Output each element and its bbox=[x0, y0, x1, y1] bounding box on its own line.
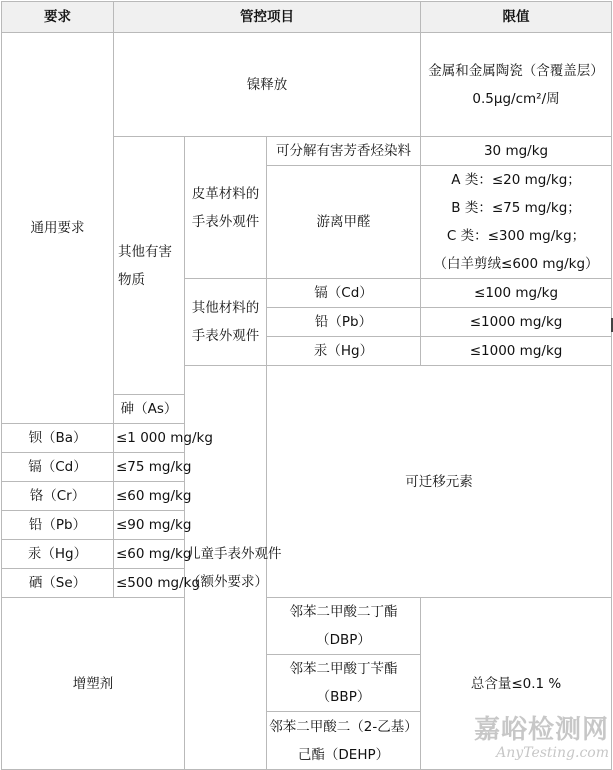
item-line: （BBP） bbox=[316, 689, 371, 705]
item-element: 汞（Hg） bbox=[2, 540, 114, 569]
limit-line: 金属和金属陶瓷（含覆盖层） bbox=[428, 62, 604, 79]
item-line: 己酯（DEHP） bbox=[297, 746, 390, 763]
item-formaldehyde: 游离甲醛 bbox=[267, 166, 421, 279]
watermark-cn: 嘉峪检测网 bbox=[473, 715, 609, 745]
item-azo-dyes: 可分解有害芳香烃染料 bbox=[267, 137, 421, 166]
limit-value: ≤90 mg/kg bbox=[114, 511, 185, 540]
requirement-line: （额外要求） bbox=[187, 573, 268, 590]
limit-line: （白羊剪绒≤600 mg/kg） bbox=[433, 256, 599, 272]
item-line: 邻苯二甲酸二丁酯 bbox=[289, 604, 398, 620]
item-element: 砷（As） bbox=[114, 395, 185, 424]
item-element: 铬（Cr） bbox=[2, 482, 114, 511]
limit-value: ≤60 mg/kg bbox=[114, 482, 185, 511]
header-control-item: 管控项目 bbox=[114, 2, 421, 33]
subgroup-line: 皮革材料的 bbox=[191, 185, 260, 202]
limit-line: 0.5μg/cm²/周 bbox=[472, 90, 560, 107]
group-other-harmful bbox=[114, 137, 185, 395]
item-element: 钡（Ba） bbox=[2, 424, 114, 453]
header-limit: 限值 bbox=[421, 2, 612, 33]
item-element: 镉（Cd） bbox=[2, 453, 114, 482]
limit-line: B 类：≤75 mg/kg； bbox=[451, 200, 581, 216]
item-element: 硒（Se） bbox=[2, 569, 114, 598]
item-plasticizer-bbp bbox=[267, 655, 421, 712]
subgroup-line: 其他材料的 bbox=[191, 300, 260, 316]
limit-value: ≤1000 mg/kg bbox=[421, 308, 612, 337]
requirement-line: 儿童手表外观件 bbox=[187, 545, 282, 562]
subgroup-leather bbox=[185, 137, 267, 279]
table-row bbox=[2, 33, 612, 137]
limit-line: A 类：≤20 mg/kg； bbox=[451, 172, 581, 188]
item-element: 镉（Cd） bbox=[267, 279, 421, 308]
subgroup-line: 手表外观件 bbox=[191, 213, 260, 230]
watermark-en: AnyTesting.com bbox=[496, 745, 609, 761]
item-line: 邻苯二甲酸丁苄酯 bbox=[289, 661, 398, 677]
item-line: 邻苯二甲酸二（2-乙基） bbox=[269, 718, 418, 735]
regulation-table bbox=[1, 1, 612, 770]
group-line: 物质 bbox=[118, 271, 145, 288]
group-line: 其他有害 bbox=[118, 243, 172, 260]
requirement-children bbox=[185, 366, 282, 770]
limit-formaldehyde bbox=[421, 166, 612, 279]
header-requirement: 要求 bbox=[2, 2, 114, 33]
limit-value: ≤500 mg/kg bbox=[114, 569, 185, 598]
item-element: 铅（Pb） bbox=[267, 308, 421, 337]
header-row bbox=[2, 2, 612, 33]
item-plasticizer-dehp bbox=[267, 712, 421, 770]
limit-value: ≤60 mg/kg bbox=[114, 540, 185, 569]
item-element: 铅（Pb） bbox=[2, 511, 114, 540]
subgroup-line: 手表外观件 bbox=[191, 328, 260, 344]
limit-azo-dyes: 30 mg/kg bbox=[421, 137, 612, 166]
limit-value: ≤1000 mg/kg bbox=[421, 337, 612, 366]
limit-value: ≤75 mg/kg bbox=[114, 453, 185, 482]
limit-nickel-release bbox=[421, 33, 612, 137]
limit-value: ≤100 mg/kg bbox=[421, 279, 612, 308]
item-plasticizer-dbp bbox=[267, 598, 421, 655]
item-element: 汞（Hg） bbox=[267, 337, 421, 366]
item-nickel-release: 镍释放 bbox=[114, 33, 421, 137]
item-line: （DBP） bbox=[316, 632, 371, 648]
group-migratable-elements: 可迁移元素 bbox=[267, 366, 612, 598]
requirement-general: 通用要求 bbox=[2, 33, 114, 424]
subgroup-other-material bbox=[185, 279, 267, 366]
limit-line: C 类：≤300 mg/kg； bbox=[446, 228, 586, 244]
limit-plasticizer-total: 总含量≤0.1 % bbox=[421, 598, 612, 770]
group-plasticizer: 增塑剂 bbox=[2, 598, 185, 770]
table-row bbox=[2, 598, 612, 655]
limit-value: ≤1 000 mg/kg bbox=[114, 424, 185, 453]
